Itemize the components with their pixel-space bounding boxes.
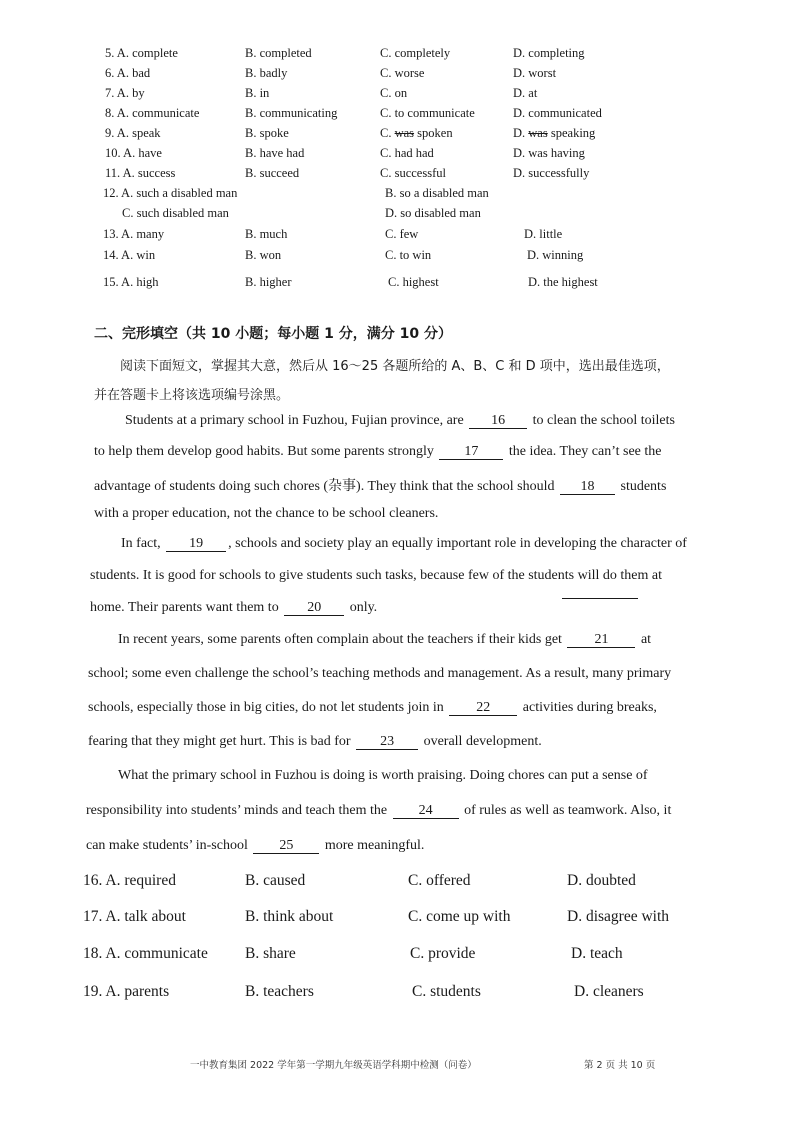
passage-text: responsibility into students’ minds and teach them the <box>86 803 388 818</box>
passage-text: more meaningful. <box>324 838 425 853</box>
option-b: B. teachers <box>245 983 314 1000</box>
option-d: D. communicated <box>513 106 602 120</box>
option-a: 17. A. talk about <box>83 908 186 925</box>
blank-22: 22 <box>449 700 517 716</box>
passage-text: only. <box>349 600 378 615</box>
option-c: C. such disabled man <box>122 206 229 220</box>
option-c: C. successful <box>380 166 446 180</box>
page-number: 第 2 页 共 10 页 <box>584 1060 656 1071</box>
option-a: 9. A. speak <box>105 126 161 140</box>
passage-line <box>94 475 666 495</box>
option-c-suffix: spoken <box>414 126 453 140</box>
option-c: C. provide <box>410 945 476 962</box>
option-b: B. won <box>245 248 282 262</box>
option-d: D. so disabled man <box>385 206 481 220</box>
option-b: B. badly <box>245 66 288 80</box>
passage-text: In recent years, some parents often complain about the teachers if their kids get <box>118 632 562 647</box>
question-row-17 <box>0 908 794 930</box>
option-a: 13. A. many <box>103 227 165 241</box>
option-d: D. little <box>524 227 563 241</box>
blank-16: 16 <box>469 413 527 429</box>
option-row-12a <box>0 186 794 206</box>
section-title: 二、完形填空（共 10 小题；每小题 1 分，满分 10 分） <box>94 326 452 342</box>
option-a: 11. A. success <box>105 166 176 180</box>
option-c: C. worse <box>380 66 425 80</box>
option-d-suffix: speaking <box>547 126 596 140</box>
passage-text: overall development. <box>423 734 542 749</box>
option-d: D. doubted <box>567 872 636 889</box>
blank-19: 19 <box>166 536 226 552</box>
option-row-8 <box>0 106 794 126</box>
option-a: 18. A. communicate <box>83 945 208 962</box>
passage-text: activities during breaks, <box>522 700 657 715</box>
passage-line: with a proper education, not the chance to be school cleaners. <box>94 506 439 521</box>
option-a: 14. A. win <box>103 248 156 262</box>
option-a: 16. A. required <box>83 872 176 889</box>
blank-25: 25 <box>253 838 319 854</box>
passage-line <box>86 803 671 819</box>
option-d-struck-word: was <box>528 126 548 140</box>
option-d <box>513 126 595 141</box>
passage-text: the idea. They can’t see the <box>508 444 662 459</box>
passage-text: schools, especially those in big cities, do not let students join in <box>88 700 444 715</box>
option-row-7 <box>0 86 794 106</box>
blank-23: 23 <box>356 734 418 750</box>
passage-text: to help them develop good habits. But some parents strongly <box>94 444 434 459</box>
option-a: 5. A. complete <box>105 46 178 60</box>
option-a: 7. A. by <box>105 86 145 100</box>
option-a: 6. A. bad <box>105 66 151 80</box>
passage-line <box>90 600 377 616</box>
option-row-10 <box>0 146 794 166</box>
passage-line <box>88 734 542 750</box>
option-c: C. students <box>412 983 481 1000</box>
option-b: B. so a disabled man <box>385 186 489 200</box>
option-d: D. teach <box>571 945 623 962</box>
passage-text: can make students’ in-school <box>86 838 248 853</box>
option-d: D. the highest <box>528 275 598 289</box>
option-c: C. to communicate <box>380 106 475 120</box>
option-b: B. higher <box>245 275 292 289</box>
underline-mark <box>562 598 638 599</box>
option-row-11 <box>0 166 794 186</box>
option-c: C. come up with <box>408 908 511 925</box>
question-row-19 <box>0 983 794 1005</box>
option-d: D. was having <box>513 146 585 160</box>
option-a: 10. A. have <box>105 146 162 160</box>
page-footer <box>190 1057 656 1071</box>
passage-text: of rules as well as teamwork. Also, it <box>464 803 672 818</box>
passage-line: students. It is good for schools to give students such tasks, because few of the students will do them at <box>90 568 662 583</box>
option-b: B. spoke <box>245 126 289 140</box>
option-row-14 <box>0 248 794 268</box>
passage-text: at <box>640 632 652 647</box>
option-b: B. caused <box>245 872 306 889</box>
passage-text: Students at a primary school in Fuzhou, Fujian province, are <box>125 413 464 428</box>
option-b: B. share <box>245 945 296 962</box>
passage-line <box>94 444 661 460</box>
option-d: D. completing <box>513 46 585 60</box>
blank-24: 24 <box>393 803 459 819</box>
passage-line <box>86 838 424 854</box>
passage-text: students <box>620 479 667 494</box>
option-d: D. at <box>513 86 538 100</box>
passage-text: home. Their parents want them to <box>90 600 279 615</box>
option-a: 8. A. communicate <box>105 106 200 120</box>
blank-21: 21 <box>567 632 635 648</box>
option-d: D. successfully <box>513 166 590 180</box>
option-d: D. disagree with <box>567 908 670 925</box>
question-row-18 <box>0 945 794 967</box>
option-d: D. winning <box>527 248 584 262</box>
option-b: B. in <box>245 86 270 100</box>
question-row-16 <box>0 872 794 894</box>
instruction-line-2: 并在答题卡上将该选项编号涂黑。 <box>94 388 290 403</box>
passage-text: to clean the school toilets <box>532 413 675 428</box>
option-row-5 <box>0 46 794 66</box>
passage-line <box>121 536 687 552</box>
passage-line <box>118 632 651 648</box>
passage-text: , schools and society play an equally important role in developing the character of <box>228 536 687 551</box>
option-c: C. to win <box>385 248 432 262</box>
option-c-struck-word: was <box>394 126 415 140</box>
option-b: B. succeed <box>245 166 300 180</box>
option-c <box>380 126 453 141</box>
passage-text: fearing that they might get hurt. This is bad for <box>88 734 351 749</box>
option-row-6 <box>0 66 794 86</box>
blank-17: 17 <box>439 444 503 460</box>
option-row-15 <box>0 275 794 295</box>
option-c: C. highest <box>388 275 439 289</box>
passage-text: In fact, <box>121 536 161 551</box>
option-c: C. completely <box>380 46 451 60</box>
option-b: B. have had <box>245 146 305 160</box>
option-d-prefix: D. <box>513 126 529 140</box>
option-c: C. offered <box>408 872 471 889</box>
option-b: B. much <box>245 227 288 241</box>
option-row-13 <box>0 227 794 247</box>
passage-line <box>88 700 657 716</box>
instruction-line-1: 阅读下面短文，掌握其大意，然后从 16～25 各题所给的 A、B、C 和 D 项中，选出最佳选项， <box>120 359 670 374</box>
passage-line: What the primary school in Fuzhou is doing is worth praising. Doing chores can put a sense of <box>118 768 648 783</box>
option-c: C. few <box>385 227 419 241</box>
footer-title: 一中教育集团 2022 学年第一学期九年级英语学科期中检测（问卷） <box>190 1060 477 1071</box>
option-b: B. think about <box>245 908 334 925</box>
option-d: D. cleaners <box>574 983 644 1000</box>
option-a: 15. A. high <box>103 275 159 289</box>
option-c: C. had had <box>380 146 434 160</box>
passage-line <box>125 413 675 429</box>
option-b: B. completed <box>245 46 312 60</box>
passage-line: school; some even challenge the school’s teaching methods and management. As a result, many primary <box>88 666 672 681</box>
option-row-9 <box>0 126 794 146</box>
option-c: C. on <box>380 86 408 100</box>
blank-20: 20 <box>284 600 344 616</box>
option-b: B. communicating <box>245 106 338 120</box>
option-c-prefix: C. <box>380 126 395 140</box>
option-a: 12. A. such a disabled man <box>103 186 238 200</box>
option-d: D. worst <box>513 66 557 80</box>
option-a: 19. A. parents <box>83 983 170 1000</box>
blank-18: 18 <box>560 479 615 495</box>
option-row-12b <box>0 206 794 226</box>
passage-text: advantage of students doing such chores (杂事). They think that the school should <box>94 479 555 494</box>
